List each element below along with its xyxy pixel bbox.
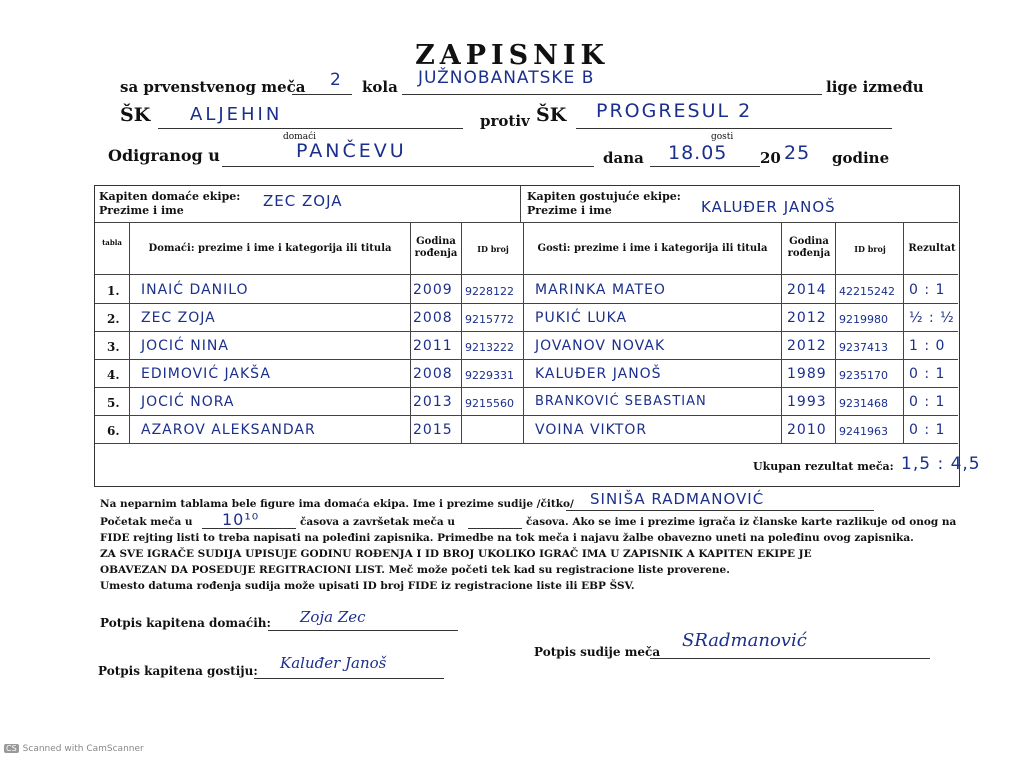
note-line-1: Na neparnim tablama bele figure ima domaća ekipa. Ime i prezime sudije /čitko/ <box>100 498 574 510</box>
board-number: 1. <box>107 284 120 298</box>
away-captain-label: Kapiten gostujuće ekipe: <box>527 190 681 203</box>
away-id: 9237413 <box>839 341 888 354</box>
year-value: 25 <box>784 142 811 164</box>
board-number: 3. <box>107 340 120 354</box>
col-result: Rezultat <box>908 243 956 254</box>
away-player: MARINKA MATEO <box>535 282 666 298</box>
away-captain-sub: Prezime i ime <box>527 204 612 217</box>
away-player: JOVANOV NOVAK <box>535 338 666 354</box>
board-number: 4. <box>107 368 120 382</box>
home-id: 9215560 <box>465 397 514 410</box>
away-id: 9235170 <box>839 369 888 382</box>
home-player: JOCIĆ NORA <box>141 394 235 410</box>
away-club-value: PROGRESUL 2 <box>596 100 753 122</box>
away-birth: 2014 <box>787 282 827 298</box>
col-birth: Godina rođenja <box>414 236 458 259</box>
home-id: 9229331 <box>465 369 514 382</box>
referee-sign-label: Potpis sudije meča <box>534 645 661 659</box>
total-value: 1,5 : 4,5 <box>901 454 981 474</box>
home-birth: 2008 <box>413 366 453 382</box>
away-id: 9231468 <box>839 397 888 410</box>
home-birth: 2015 <box>413 422 453 438</box>
referee-name: SINIŠA RADMANOVIĆ <box>590 490 765 508</box>
away-player: BRANKOVIĆ SEBASTIAN <box>535 394 707 409</box>
result: 0 : 1 <box>909 394 946 410</box>
board-number: 5. <box>107 396 120 410</box>
home-id: 9215772 <box>465 313 514 326</box>
home-birth: 2009 <box>413 282 453 298</box>
league-value: JUŽNOBANATSKE B <box>418 68 595 88</box>
home-signature: Zoja Zec <box>300 608 366 626</box>
away-birth: 1989 <box>787 366 827 382</box>
scanner-text: Scanned with CamScanner <box>22 744 144 754</box>
away-birth: 2012 <box>787 338 827 354</box>
home-birth: 2011 <box>413 338 453 354</box>
place-value: PANČEVU <box>296 140 407 162</box>
result: 0 : 1 <box>909 422 946 438</box>
away-birth: 2010 <box>787 422 827 438</box>
col-board: tabla <box>102 238 122 247</box>
away-player: VOINA VIKTOR <box>535 422 648 438</box>
note-line-6: Umesto datuma rođenja sudija može upisati ID broj FIDE iz registracione liste ili EBP ŠSV. <box>100 580 635 592</box>
home-id: 9228122 <box>465 285 514 298</box>
note-line-5: OBAVEZAN DA POSEDUJE REGITRACIONI LIST. Meč može početi tek kad su registracione liste proverene. <box>100 564 730 576</box>
away-signature: Kaluđer Janoš <box>280 654 387 672</box>
away-id: 9241963 <box>839 425 888 438</box>
away-player: PUKIĆ LUKA <box>535 310 628 326</box>
referee-signature: SRadmanović <box>682 630 807 651</box>
away-captain-value: KALUĐER JANOŠ <box>701 198 836 216</box>
start-time: 10¹⁰ <box>222 510 260 529</box>
away-player: KALUĐER JANOŠ <box>535 366 662 382</box>
col-birth2: Godina rođenja <box>787 236 831 259</box>
away-birth: 2012 <box>787 310 827 326</box>
year-prefix: 20 <box>760 149 781 167</box>
camscanner-icon: CS <box>6 744 17 753</box>
home-player: JOCIĆ NINA <box>141 338 229 354</box>
col-away: Gosti: prezime i ime i kategorija ili titula <box>537 243 768 254</box>
league-label: lige između <box>826 78 924 96</box>
note-line-2: časova. Ako se ime i prezime igrača iz članske karte razlikuje od onog na <box>526 516 957 528</box>
col-id2: ID broj <box>854 244 886 254</box>
home-captain-value: ZEC ZOJA <box>263 192 343 210</box>
scanner-watermark <box>4 744 144 754</box>
home-club-value: ALJEHIN <box>190 104 283 125</box>
home-captain-label: Kapiten domaće ekipe: <box>99 190 241 203</box>
col-id: ID broj <box>477 244 509 254</box>
date-label: dana <box>603 149 644 167</box>
result: 1 : 0 <box>909 338 946 354</box>
note-start-label: Početak meča u <box>100 516 193 528</box>
home-player: EDIMOVIĆ JAKŠA <box>141 366 271 382</box>
total-label: Ukupan rezultat meča: <box>753 460 894 473</box>
match-label: sa prvenstvenog meča <box>120 78 306 96</box>
document-title: ZAPISNIK <box>415 40 609 71</box>
round-label: kola <box>362 78 398 96</box>
protiv-label: protiv <box>480 112 530 130</box>
note-line-4: ZA SVE IGRAČE SUDIJA UPISUJE GODINU ROĐENJA I ID BROJ UKOLIKO IGRAČ IMA U ZAPISNIK A KAPITEN EKIPE JE <box>100 548 812 560</box>
home-sk-label: ŠK <box>120 104 151 126</box>
away-id: 9219980 <box>839 313 888 326</box>
results-table <box>94 185 981 487</box>
board-number: 6. <box>107 424 120 438</box>
round-value: 2 <box>330 70 342 90</box>
away-id: 42215242 <box>839 285 895 298</box>
away-sk-label: ŠK <box>536 104 567 126</box>
year-label: godine <box>832 149 890 167</box>
home-birth: 2013 <box>413 394 453 410</box>
away-birth: 1993 <box>787 394 827 410</box>
home-captain-sub: Prezime i ime <box>99 204 184 217</box>
note-line-3: FIDE rejting listi to treba napisati na poleđini zapisnika. Primedbe na tok meča i najavu žalbe obavezno uneti na poleđinu ovog zapisnika. <box>100 532 914 544</box>
home-player: INAIĆ DANILO <box>141 282 249 298</box>
col-home: Domaći: prezime i ime i kategorija ili titula <box>148 243 392 254</box>
place-label: Odigranog u <box>108 146 220 165</box>
away-small-label: gosti <box>711 132 734 142</box>
note-end-label: časova a završetak meča u <box>300 516 455 528</box>
home-player: ZEC ZOJA <box>141 310 216 326</box>
result: 0 : 1 <box>909 366 946 382</box>
result: 0 : 1 <box>909 282 946 298</box>
away-sign-label: Potpis kapitena gostiju: <box>98 664 258 678</box>
home-birth: 2008 <box>413 310 453 326</box>
date-value: 18.05 <box>668 142 728 164</box>
home-player: AZAROV ALEKSANDAR <box>141 422 316 438</box>
home-small-label: domaći <box>283 132 316 142</box>
board-number: 2. <box>107 312 120 326</box>
result: ½ : ½ <box>909 310 955 326</box>
home-id: 9213222 <box>465 341 514 354</box>
home-sign-label: Potpis kapitena domaćih: <box>100 616 271 630</box>
